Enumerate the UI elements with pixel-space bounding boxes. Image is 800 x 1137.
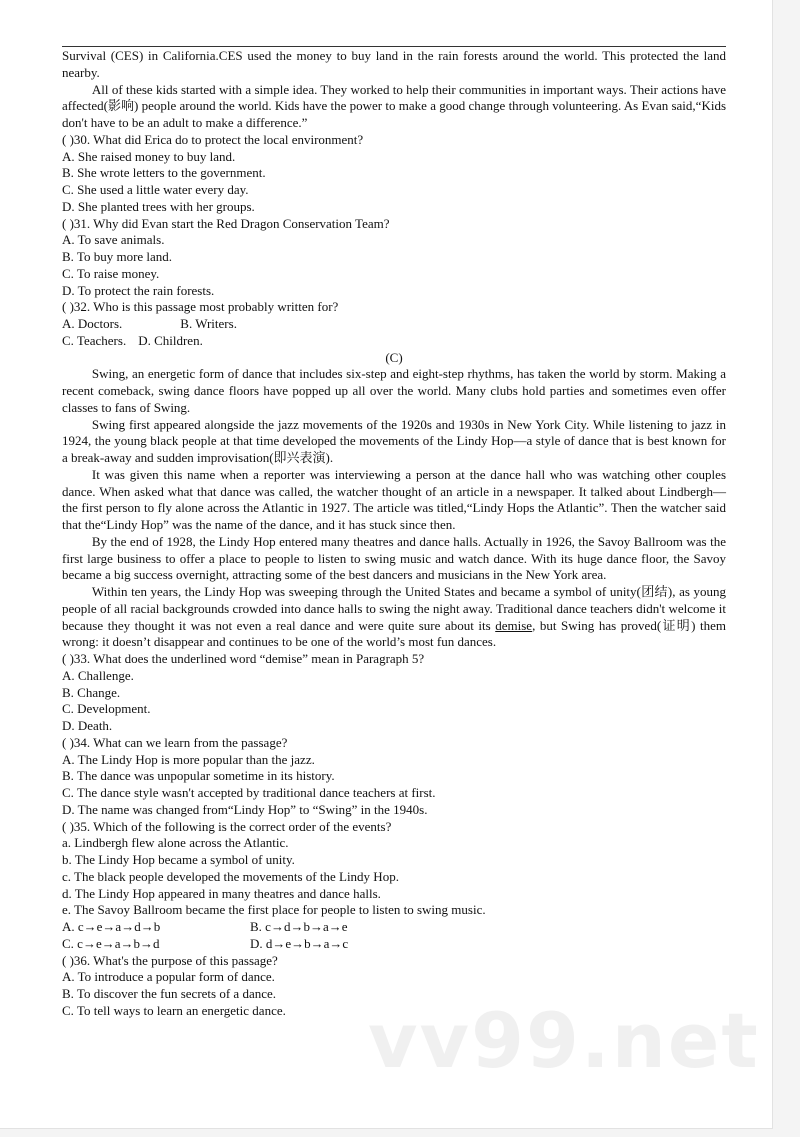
option-33-a: A. Challenge. bbox=[62, 667, 134, 683]
question-36: ( )36. What's the purpose of this passage? bbox=[62, 952, 278, 968]
option-36-b: B. To discover the fun secrets of a dance. bbox=[62, 986, 276, 1001]
option-34-b: B. The dance was unpopular sometime in its history. bbox=[62, 768, 335, 784]
option-35-a: A. c→e→a→d→b bbox=[62, 919, 161, 934]
paragraph-c5-after: , but Swing has proved(证明) them wrong: it doesn’t disappear and continues to be one of the world’s most fun dances. bbox=[62, 617, 726, 650]
option-33-c: C. Development. bbox=[62, 701, 151, 717]
question-32: ( )32. Who is this passage most probably written for? bbox=[62, 299, 339, 315]
event-c: c. The black people developed the movements of the Lindy Hop. bbox=[62, 868, 399, 884]
paragraph-ces: Survival (CES) in California.CES used the money to buy land in the rain forests around the world. This protected the land nearby. bbox=[62, 48, 726, 80]
watermark: vv99.net bbox=[368, 996, 760, 1085]
option-36-a: A. To introduce a popular form of dance. bbox=[62, 969, 275, 985]
option-30-a: A. She raised money to buy land. bbox=[62, 148, 236, 164]
option-32-b: B. Writers. bbox=[180, 316, 237, 331]
event-a: a. Lindbergh flew alone across the Atlantic. bbox=[62, 835, 289, 851]
option-33-d: D. Death. bbox=[62, 718, 113, 733]
document-body bbox=[62, 48, 726, 1020]
event-b: b. The Lindy Hop became a symbol of unity. bbox=[62, 852, 295, 867]
paragraph-c2: Swing first appeared alongside the jazz movements of the 1920s and 1930s in New York City. While listening to jazz in 1924, the young black people at that time developed the movements of the Lindy Hop—a style of dance that is best known for a break-away and sudden improvisation(即兴表演). bbox=[62, 416, 726, 465]
option-31-d: D. To protect the rain forests. bbox=[62, 282, 215, 298]
option-row-35-cd bbox=[62, 936, 726, 953]
option-36-c: C. To tell ways to learn an energetic dance. bbox=[62, 1002, 286, 1018]
option-34-c: C. The dance style wasn't accepted by traditional dance teachers at first. bbox=[62, 785, 436, 800]
option-35-d: D. d→e→b→a→c bbox=[250, 935, 349, 951]
option-row-32-cd bbox=[62, 333, 726, 350]
option-34-a: A. The Lindy Hop is more popular than the jazz. bbox=[62, 751, 315, 767]
underlined-word: demise bbox=[495, 617, 533, 633]
question-31: ( )31. Why did Evan start the Red Dragon Conservation Team? bbox=[62, 215, 390, 231]
paragraph-c5 bbox=[62, 584, 726, 651]
option-31-b: B. To buy more land. bbox=[62, 249, 173, 264]
paragraph-c4: By the end of 1928, the Lindy Hop entered many theatres and dance halls. Actually in 1926, the Savoy Ballroom was the first large business to offer a place to people to listen to swing music and watch dance. With its huge dance floor, the Savoy became a big success overnight, attracting some of the best dancers and musicians in the New York area. bbox=[62, 533, 726, 583]
question-30: ( )30. What did Erica do to protect the local environment? bbox=[62, 131, 364, 147]
question-34: ( )34. What can we learn from the passage? bbox=[62, 734, 288, 750]
question-33: ( )33. What does the underlined word “demise” mean in Paragraph 5? bbox=[62, 651, 425, 666]
option-34-d: D. The name was changed from“Lindy Hop” to “Swing” in the 1940s. bbox=[62, 801, 428, 817]
option-30-c: C. She used a little water every day. bbox=[62, 182, 249, 197]
option-32-d: D. Children. bbox=[138, 332, 203, 348]
option-33-b: B. Change. bbox=[62, 684, 121, 700]
paragraph-c3: It was given this name when a reporter was interviewing a person at the dance hall who was watching other couples dance. When asked what that dance was called, the watcher thought of an article in a newspaper. It talked about Lindbergh—the first person to fly alone across the Atlantic in 1927. The article was titled,“Lindy Hops the Atlantic”. Then the watcher said that the“Lindy Hop” was the name of the dance, and it has stuck since then. bbox=[62, 466, 726, 532]
event-e: e. The Savoy Ballroom became the first place for people to listen to swing music. bbox=[62, 902, 486, 918]
paragraph-c1: Swing, an energetic form of dance that includes six-step and eight-step rhythms, has taken the world by storm. Making a recent comeback, swing dance floors have popped up all over the world. Many clubs hold parties and sometimes even offer classes to fans of Swing. bbox=[62, 366, 726, 415]
option-35-b: B. c→d→b→a→e bbox=[250, 919, 348, 934]
option-row-35-ab bbox=[62, 919, 726, 936]
option-31-a: A. To save animals. bbox=[62, 232, 165, 248]
paragraph-c5-before: Within ten years, the Lindy Hop was sweeping through the United States and became a symbol of unity(团结), as young people of all racial backgrounds crowded into dance halls to swing the night away. Traditional dance teachers didn't welcome it because they thought it was not even a real dance and were quite sure about its bbox=[62, 584, 726, 633]
option-35-c: C. c→e→a→b→d bbox=[62, 935, 160, 951]
option-30-b: B. She wrote letters to the government. bbox=[62, 165, 266, 181]
option-32-c: C. Teachers. bbox=[62, 332, 127, 348]
option-30-d: D. She planted trees with her groups. bbox=[62, 198, 255, 214]
option-31-c: C. To raise money. bbox=[62, 265, 160, 281]
header-rule bbox=[62, 46, 726, 47]
option-row-32-ab bbox=[62, 316, 726, 333]
question-35: ( )35. Which of the following is the correct order of the events? bbox=[62, 818, 392, 834]
event-d: d. The Lindy Hop appeared in many theatres and dance halls. bbox=[62, 885, 381, 901]
option-32-a: A. Doctors. bbox=[62, 316, 123, 331]
paragraph-kids: All of these kids started with a simple idea. They worked to help their communities in important ways. Their actions have affected(影响) people around the world. Kids have the power to make a good change through volunteering. As Evan said,“Kids don't have to be an adult to make a difference.” bbox=[62, 81, 726, 130]
section-heading-c: (C) bbox=[385, 349, 403, 365]
